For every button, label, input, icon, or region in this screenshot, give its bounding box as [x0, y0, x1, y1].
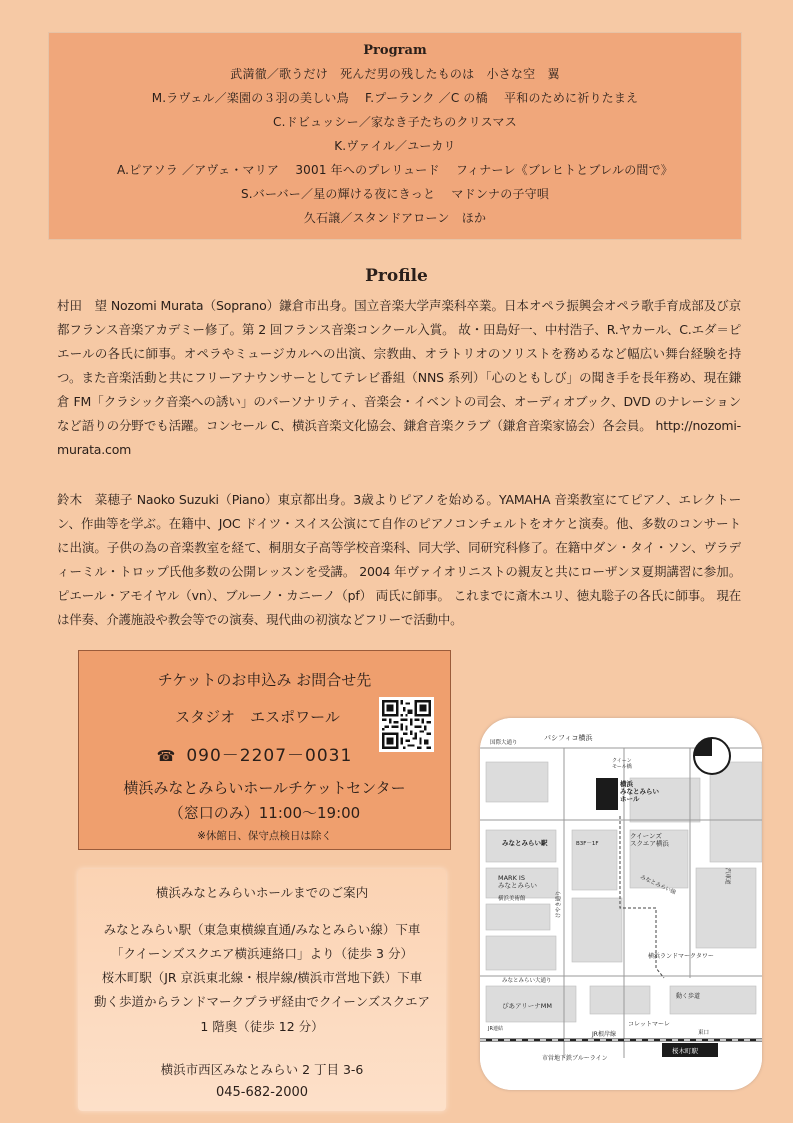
access-address: 横浜市西区みなとみらい 2 丁目 3-6 — [160, 1062, 364, 1077]
map-label: みなとみらい線 — [639, 874, 677, 897]
map-label: 東口 — [698, 1030, 710, 1036]
north-arrow-icon — [694, 738, 730, 774]
map-label: 横浜ランドマークタワー — [648, 953, 714, 960]
map-label: みなとみらい大通り — [502, 978, 552, 984]
map-label: パシフィコ横浜 — [544, 734, 593, 742]
map-label: 汽車道 — [724, 868, 730, 885]
map-label: コレットマーレ — [628, 1021, 670, 1028]
ticket-box — [78, 650, 451, 850]
access-tel[interactable]: 045-682-2000 — [215, 1085, 309, 1100]
ticket-studio: スタジオ エスポワール — [175, 708, 340, 726]
access-line: 動く歩道からランドマークプラザ経由でクイーンズスクエア — [93, 994, 430, 1009]
map-block — [710, 762, 762, 862]
program-line: 武満徹／歌うだけ 死んだ男の残したものは 小さな空 翼 — [230, 67, 560, 81]
map-label: MARK IS みなとみらい — [498, 874, 537, 890]
map-label: けやき通り — [556, 890, 562, 918]
map-label: 横浜みなとみらいホール — [620, 780, 659, 803]
ticket-title: チケットのお申込み お問合せ先 — [157, 671, 372, 689]
map-label: 桜木町駅 — [672, 1047, 698, 1055]
program-line: K.ヴァイル／ユーカリ — [334, 139, 456, 153]
profile-soprano: 村田 望 Nozomi Murata（Soprano）鎌倉市出身。国立音楽大学声楽科卒業。日本オペラ振興会オペラ歌手育成部及び京都フランス音楽アカデミー修了。第 2 回フランス音楽コンクール入賞。 故・田島好一、中村浩子、R.ヤカール、C.エダ＝ピエールの各氏に師事。オペラやミュージカルへの出演、宗教曲、オラトリオのソリストを務めるなど幅広い舞台経験を持つ。また音楽活動と共にフリーアナウンサーとしてテレビ番組（NNS 系列）「心のともしび」の聞き手を長年務め、現在鎌倉 FM「クラシック音楽への誘い」のパーソナリティ、音楽会・イベントの司会、オーディオブック、DVD のナレーションなど語りの分野でも活躍。コンセール C、横浜音楽文化協会、鎌倉音楽クラブ（鎌倉音楽家協会）各会員。 http://nozomi-murata.com — [57, 298, 741, 457]
access-title: 横浜みなとみらいホールまでのご案内 — [155, 885, 369, 900]
map-block — [572, 830, 617, 890]
map-label: みなとみらい駅 — [502, 839, 548, 847]
map-block — [486, 762, 548, 802]
program-line: C.ドビュッシー／家なき子たちのクリスマス — [273, 115, 517, 129]
access-line: 1 階奥（徒歩 12 分） — [200, 1019, 324, 1034]
access-line: 桜木町駅（JR 京浜東北線・根岸線/横浜市営地下鉄）下車 — [101, 970, 423, 985]
access-map[interactable] — [480, 718, 762, 1090]
map-label: 横浜美術館 — [498, 896, 526, 902]
hall-building — [596, 778, 618, 810]
map-label: JR根岸線 — [592, 1031, 616, 1038]
ticket-center: 横浜みなとみらいホールチケットセンター — [123, 779, 406, 797]
map-block — [486, 936, 556, 970]
program-line: 久石譲／スタンドアローン ほか — [303, 211, 487, 225]
map-block — [486, 904, 550, 930]
access-line: 「クイーンズスクエア横浜連絡口」より（徒歩 3 分） — [111, 946, 413, 961]
map-label: ぴあアリーナMM — [502, 1002, 552, 1010]
map-label: JR連結 — [488, 1026, 503, 1032]
map-label: 市営地下鉄ブルーライン — [542, 1055, 608, 1062]
program-title: Program — [363, 43, 427, 58]
phone-icon: ☎ — [156, 747, 177, 765]
ticket-hours: （窓口のみ）11:00～19:00 — [168, 804, 361, 822]
map-label: B3F－1F — [576, 841, 599, 847]
ticket-note: ※休館日、保守点検日は除く — [197, 830, 332, 842]
map-block — [590, 986, 650, 1014]
map-block — [670, 986, 756, 1014]
program-line: M.ラヴェル／楽園の３羽の美しい鳥 F.プーランク ／C の橋 平和のために祈りたまえ — [151, 91, 639, 105]
program-line: S.バーバー／星の輝ける夜にきっと マドンナの子守唄 — [240, 187, 550, 201]
profile-piano: 鈴木 菜穂子 Naoko Suzuki（Piano）東京都出身。3歳よりピアノを始める。YAMAHA 音楽教室にてピアノ、エレクトーン、作曲等を学ぶ。在籍中、JOC ドイツ・スイス公演にて自作のピアノコンチェルトをオケと演奏。他、多数のコンサートに出演。子供の為の音楽教室を経て、桐朋女子高等学校音楽科、同大学、同研究科修了。在籍中ダン・タイ・ソン、ヴラディーミル・トロップ氏他多数の公開レッスンを受講。 2004 年ヴァイオリニストの親友と共にローザンヌ夏期講習に参加。ピエール・アモイヤル（vn）、ブルーノ・カニーノ（pf） 両氏に師事。 これまでに斎木ユリ、徳丸聡子の各氏に師事。 現在は伴奏、介護施設や教会等での演奏、現代曲の初演などフリーで活動中。 — [57, 492, 741, 627]
map-block — [572, 898, 622, 962]
program-box — [48, 32, 742, 240]
map-label: 国際大通り — [490, 740, 518, 746]
qr-code-icon[interactable] — [379, 697, 434, 752]
map-label: 動く歩道 — [676, 993, 701, 1000]
map-label: クイーンズスクエア横浜 — [630, 832, 669, 848]
profile-title: Profile — [365, 266, 428, 286]
access-box — [78, 869, 446, 1111]
program-line: A.ピアソラ ／アヴェ・マリア 3001 年へのプレリュード フィナーレ《ブレヒトとブレルの間で》 — [116, 163, 674, 177]
ticket-phone[interactable]: 090－2207－0031 — [186, 746, 353, 766]
access-line: みなとみらい駅（東急東横線直通/みなとみらい線）下車 — [103, 922, 421, 937]
map-label: クイーンモール橋 — [612, 758, 632, 770]
